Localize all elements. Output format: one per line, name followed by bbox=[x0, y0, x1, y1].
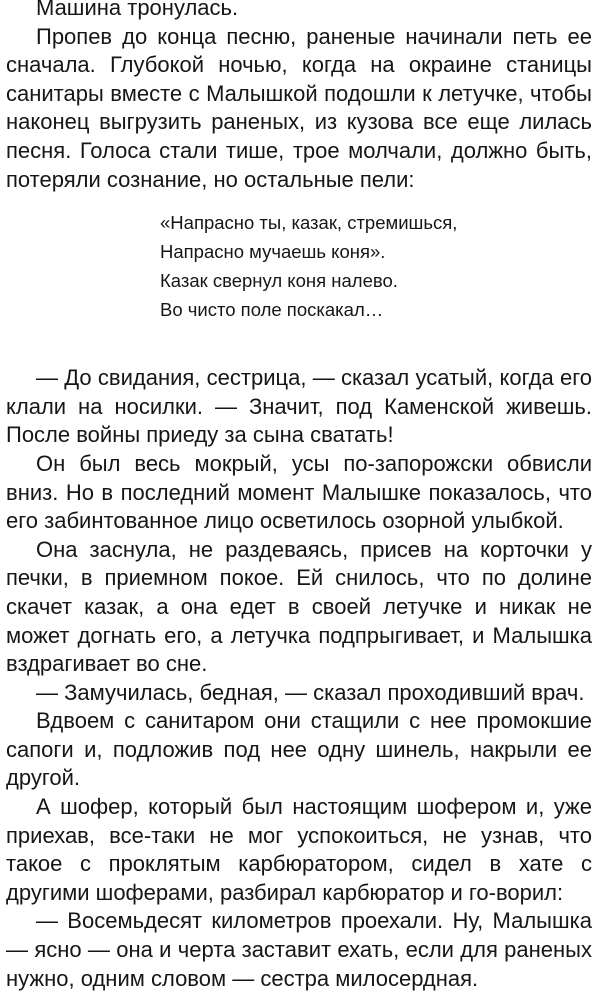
paragraph-driver-speech: — Восемьдесят километров проехали. Ну, Малышка — ясно — она и черта заставит ехать, если для раненых нужно, одним словом — сестра милосердная. bbox=[6, 908, 592, 991]
verse-line: Во чисто поле поскакал… bbox=[160, 299, 384, 321]
song-verse bbox=[160, 208, 592, 324]
paragraph-car-started: Машина тронулась. bbox=[36, 0, 239, 20]
paragraph-goodbye-sister: — До свидания, сестрица, — сказал усатый, когда его клали на носилки. — Значит, под Каменской живешь. После войны приеду за сына сватать! bbox=[6, 365, 592, 448]
verse-line: Напрасно мучаешь коня». bbox=[160, 241, 386, 263]
paragraph-driver-carburetor: А шофер, который был настоящим шофером и, уже приехав, все-таки не мог успокоиться, не узнав, что такое с проклятым карбюратором, сидел в хате с другими шоферами, разбирал карбюратор и го-ворил: bbox=[6, 794, 592, 905]
verse-line: «Напрасно ты, казак, стремишься, bbox=[160, 212, 458, 234]
paragraph-wet-soldier: Он был весь мокрый, усы по-запорожски обвисли вниз. Но в последний момент Малышке показалось, что его забинтованное лицо осветилось озорной улыбкой. bbox=[6, 450, 592, 534]
paragraph-she-fell-asleep: Она заснула, не раздеваясь, присев на корточки у печки, в приемном покое. Ей снилось, что по долине скачет казак, а она едет в своей летучке и никак не может догнать его, а летучка подпрыгивает, и Малышка вздрагивает во сне. bbox=[6, 536, 592, 677]
verse-line: Казак свернул коня налево. bbox=[160, 270, 398, 292]
paragraph-doctor-remark: — Замучилась, бедная, — сказал проходивший врач. bbox=[36, 679, 585, 705]
paragraph-wounded-singing: Пропев до конца песню, раненые начинали петь ее сначала. Глубокой ночью, когда на окраине станицы санитары вместе с Малышкой подошли к летучке, чтобы наконец выгрузить раненых, из кузова все еще лилась песня. Голоса стали тише, трое молчали, должно быть, потеряли сознание, но остальные пели: bbox=[6, 23, 592, 192]
paragraph-boots-removed: Вдвоем с санитаром они стащили с нее промокшие сапоги и, подложив под нее одну шинель, накрыли ее другой. bbox=[6, 708, 592, 791]
